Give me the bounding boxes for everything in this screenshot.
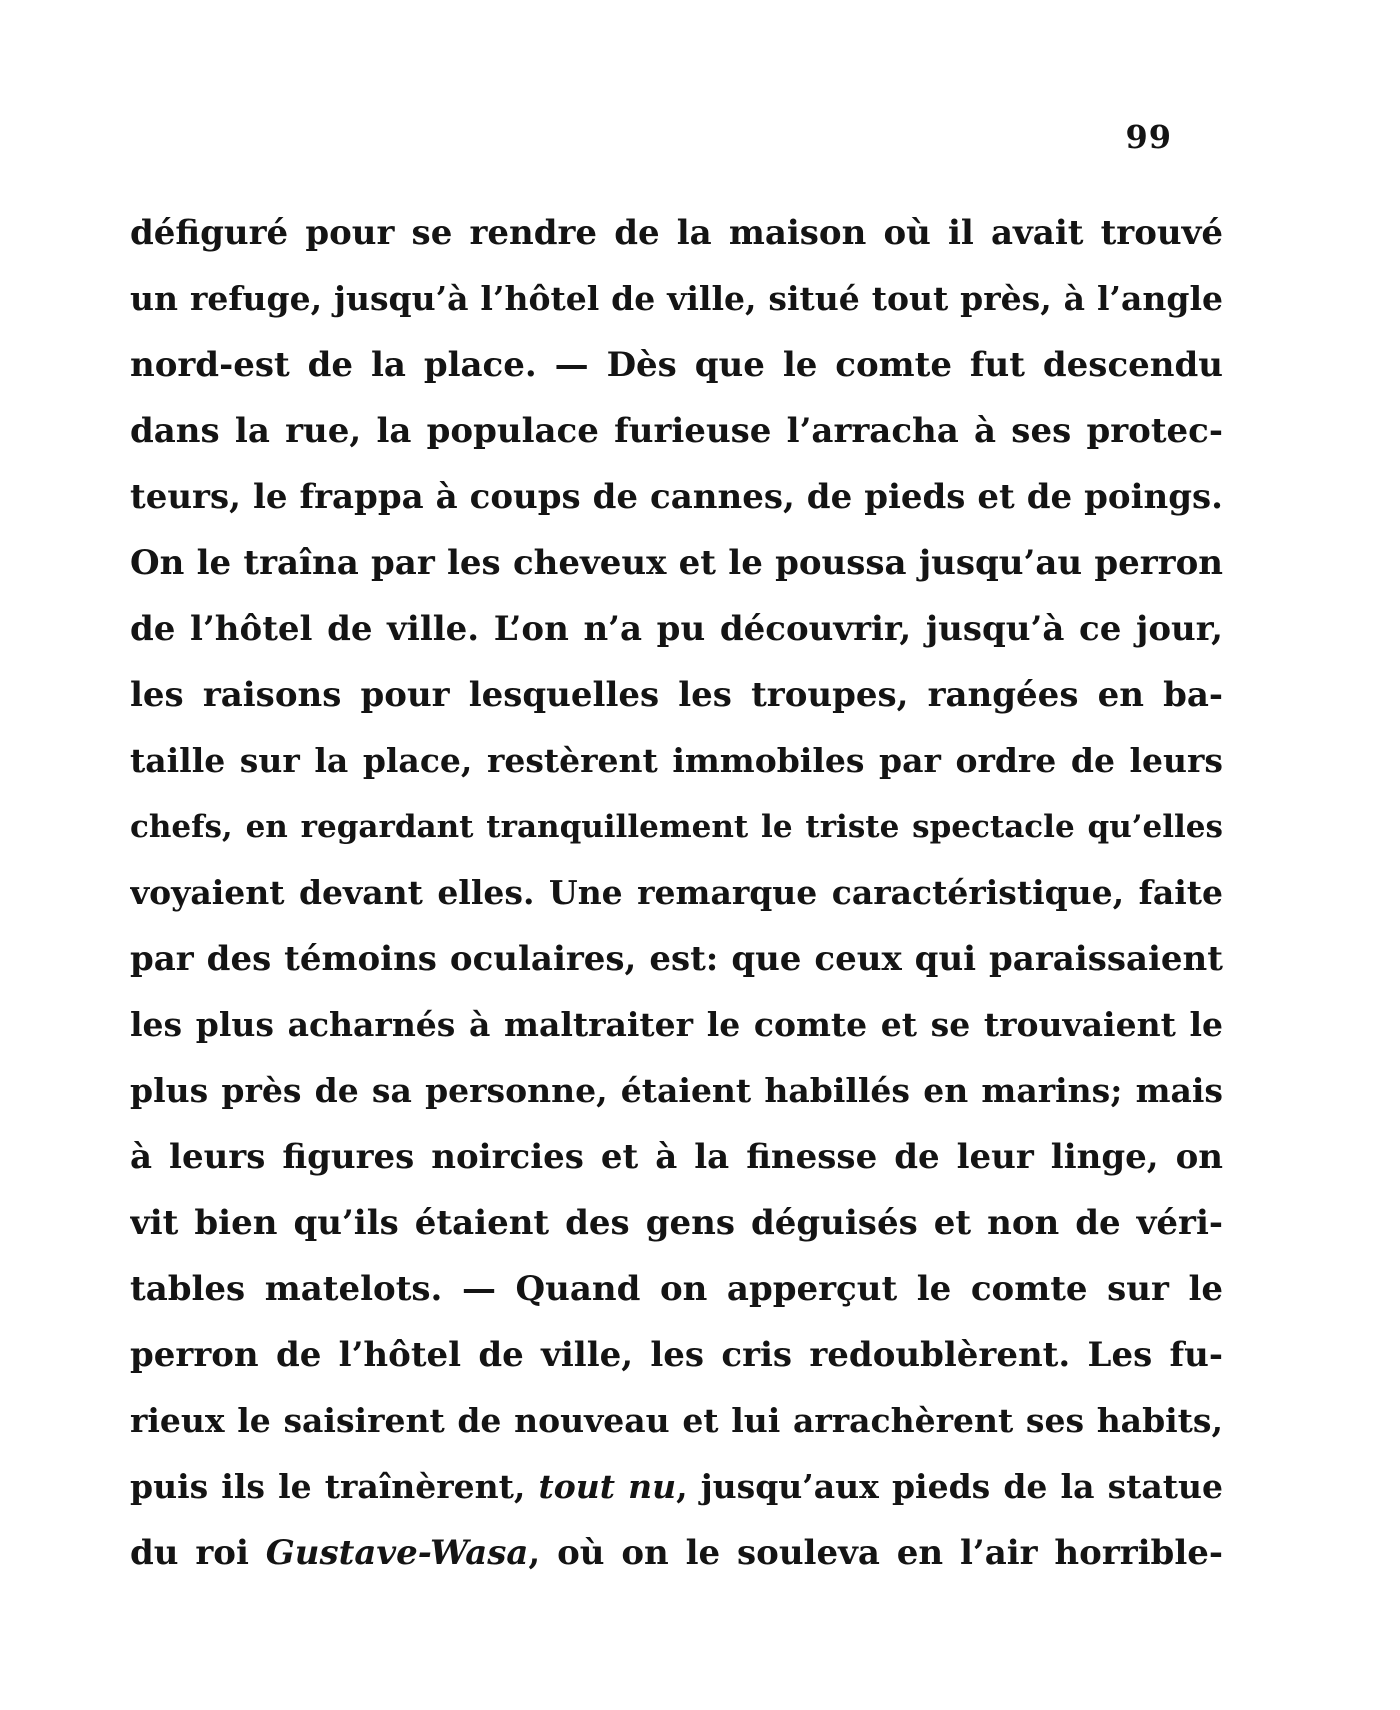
text-line: un refuge, jusqu’à l’hôtel de ville, situé tout près, à l’angle [130, 279, 1223, 318]
text-line: voyaient devant elles. Une remarque caractéristique, faite [130, 873, 1223, 912]
italic-phrase: tout nu [538, 1467, 677, 1506]
text-line: rieux le saisirent de nouveau et lui arrachèrent ses habits, [130, 1401, 1223, 1440]
text-line [130, 1520, 1223, 1586]
text-line: On le traîna par les cheveux et le poussa jusqu’au perron [130, 543, 1223, 583]
text-line: perron de l’hôtel de ville, les cris redoublèrent. Les fu- [130, 1335, 1223, 1375]
text-line: les raisons pour lesquelles les troupes, rangées en ba- [130, 675, 1223, 715]
body-text [130, 200, 1223, 1586]
italic-phrase: Gustave-Wasa [265, 1533, 529, 1573]
text-segment: du roi [130, 1533, 266, 1573]
text-line: taille sur la place, restèrent immobiles par ordre de leurs [130, 741, 1223, 780]
text-line: chefs, en regardant tranquillement le triste spectacle qu’elles [130, 809, 1223, 845]
text-line: défiguré pour se rendre de la maison où il avait trouvé [130, 213, 1223, 253]
text-line: de l’hôtel de ville. L’on n’a pu découvrir, jusqu’à ce jour, [130, 609, 1223, 649]
text-segment: puis ils le traînèrent, [130, 1467, 539, 1506]
text-line: teurs, le frappa à coups de cannes, de pieds et de poings. [130, 477, 1223, 517]
text-line: vit bien qu’ils étaient des gens déguisés et non de véri- [130, 1203, 1223, 1243]
text-line: tables matelots. — Quand on apperçut le comte sur le [130, 1269, 1223, 1309]
text-segment: , où on le souleva en l’air horrible- [528, 1533, 1223, 1573]
text-line: plus près de sa personne, étaient habillés en marins; mais [130, 1071, 1223, 1110]
text-line: nord-est de la place. — Dès que le comte fut descendu [130, 345, 1223, 385]
text-segment: , jusqu’aux pieds de la statue [676, 1467, 1223, 1506]
text-line: les plus acharnés à maltraiter le comte et se trouvaient le [130, 1005, 1223, 1044]
text-line: par des témoins oculaires, est: que ceux qui paraissaient [130, 939, 1223, 979]
page-number: 99 [1125, 118, 1172, 156]
text-line [130, 1454, 1223, 1520]
text-line: à leurs figures noircies et à la finesse de leur linge, on [130, 1137, 1223, 1177]
text-line: dans la rue, la populace furieuse l’arracha à ses protec- [130, 411, 1223, 451]
